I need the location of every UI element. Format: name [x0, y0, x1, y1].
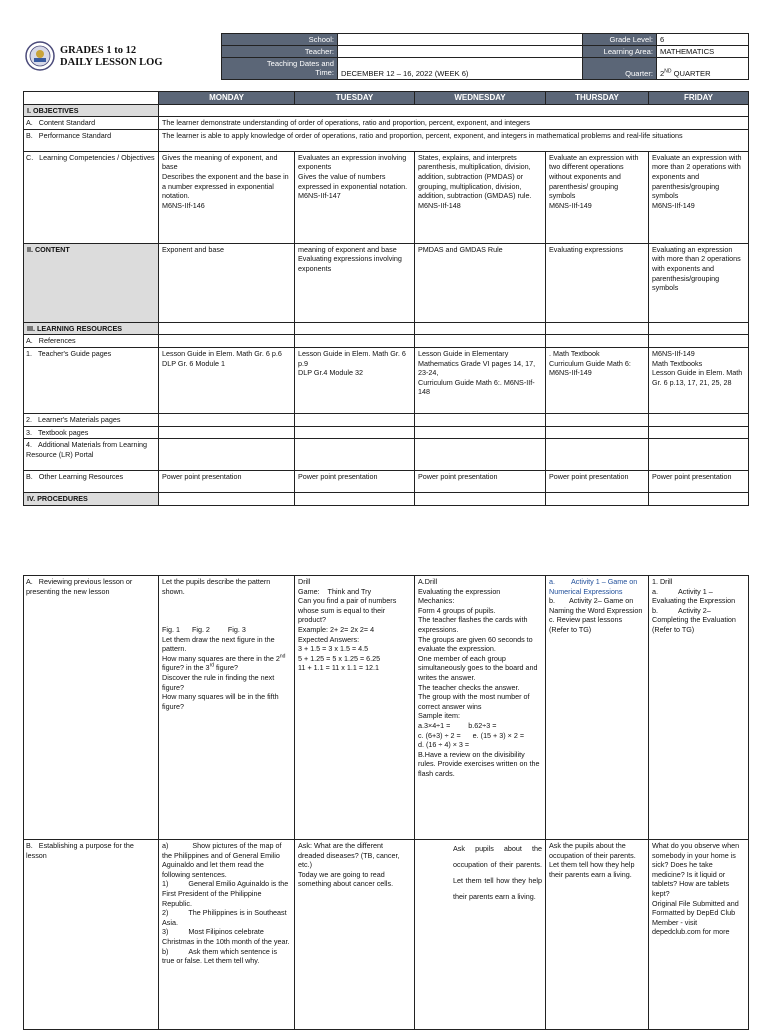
teachers-guide-label: 1. Teacher's Guide pages	[24, 347, 159, 413]
purpose-wednesday: Ask pupils about the occupation of their parents. Let them tell how they help their parents earn a living.	[415, 840, 546, 1030]
other-resources-label: B. Other Learning Resources	[24, 471, 159, 493]
review-monday: Let the pupils describe the pattern shown. Fig. 1 Fig. 2 Fig. 3 Let them draw the next figure in the pattern. How many squares are there in the 2nd figure? in the 3rd figure? Discover the rule in finding the next figure? How many squares will be in the fifth figure?	[159, 576, 295, 840]
day-header-monday: MONDAY	[159, 92, 295, 105]
review-friday: 1. Drill a. Activity 1 – Evaluating the Expression b. Activity 2– Completing the Evaluation (Refer to TG)	[649, 576, 749, 840]
learning-area-label: Learning Area:	[583, 46, 657, 58]
grade-level-label: Grade Level:	[583, 34, 657, 46]
lesson-log-table-2	[23, 575, 749, 1030]
day-header-thursday: THURSDAY	[546, 92, 649, 105]
other-wednesday: Power point presentation	[415, 471, 546, 493]
tg-thursday: . Math Textbook Curriculum Guide Math 6: M6NS-IIf-149	[546, 347, 649, 413]
content-wednesday: PMDAS and GMDAS Rule	[415, 243, 546, 322]
competencies-label: C. Learning Competencies / Objectives	[24, 151, 159, 243]
review-thursday: a. Activity 1 – Game on Numerical Expressions b. Activity 2– Game on Naming the Word Expression c. Review past lessons (Refer to TG)	[546, 576, 649, 840]
tg-wednesday: Lesson Guide in Elementary Mathematics Grade VI pages 14, 17, 23-24, Curriculum Guide Math 6:. M6NS-IIf-148	[415, 347, 546, 413]
form-title-line1: GRADES 1 to 12	[60, 45, 137, 56]
performance-standard-text: The learner is able to apply knowledge of order of operations, ratio and proportion, percent, exponent, and integers in mathematical problems and real-life situations	[159, 129, 749, 151]
other-thursday: Power point presentation	[546, 471, 649, 493]
competency-monday: Gives the meaning of exponent, and base Describes the exponent and the base in a number expressed in exponential notation. M6NS-IIf-146	[159, 151, 295, 243]
tg-tuesday: Lesson Guide in Elem. Math Gr. 6 p.9 DLP Gr.4 Module 32	[295, 347, 415, 413]
competency-friday: Evaluate an expression with more than 2 operations with exponents and parenthesis/grouping symbols M6NS-IIf-149	[649, 151, 749, 243]
content-standard-text: The learner demonstrate understanding of order of operations, ratio and proportion, percent, exponent, and integers	[159, 117, 749, 130]
competency-tuesday: Evaluates an expression involving exponents Gives the value of numbers expressed in exponential notation. M6NS-IIf-147	[295, 151, 415, 243]
teacher-label: Teacher:	[222, 46, 338, 58]
reviewing-lesson-label: A. Reviewing previous lesson or presenting the new lesson	[24, 576, 159, 840]
quarter-label: Quarter:	[583, 58, 657, 80]
other-tuesday: Power point presentation	[295, 471, 415, 493]
references-label: A. References	[24, 335, 159, 348]
school-label: School:	[222, 34, 338, 46]
textbook-pages-label: 3. Textbook pages	[24, 426, 159, 439]
header-table	[221, 33, 749, 80]
other-friday: Power point presentation	[649, 471, 749, 493]
day-header-friday: FRIDAY	[649, 92, 749, 105]
quarter-value[interactable]: 2ND QUARTER	[657, 58, 749, 80]
purpose-friday: What do you observe when somebody in your home is sick? Does he take medicine? Is it liquid or tablets? How are tablets kept? Original File Submitted and Formatted by DepEd Club Member - visit depedclub.com for more	[649, 840, 749, 1030]
learning-resources-heading: III. LEARNING RESOURCES	[24, 322, 159, 335]
day-header-tuesday: TUESDAY	[295, 92, 415, 105]
day-header-wednesday: WEDNESDAY	[415, 92, 546, 105]
grade-level-value[interactable]: 6	[657, 34, 749, 46]
content-heading: II. CONTENT	[24, 243, 159, 322]
other-monday: Power point presentation	[159, 471, 295, 493]
teaching-dates-label: Teaching Dates and Time:	[222, 58, 338, 80]
additional-materials-label: 4. Additional Materials from Learning Resource (LR) Portal	[24, 439, 159, 471]
establishing-purpose-label: B. Establishing a purpose for the lesson	[24, 840, 159, 1030]
deped-seal	[25, 41, 55, 71]
learning-area-value[interactable]: MATHEMATICS	[657, 46, 749, 58]
form-title-line2: DAILY LESSON LOG	[60, 57, 163, 68]
tg-monday: Lesson Guide in Elem. Math Gr. 6 p.6 DLP Gr. 6 Module 1	[159, 347, 295, 413]
purpose-monday: a) Show pictures of the map of the Philippines and of General Emilio Aguinaldo and let them read the following sentences. 1) General Emilio Aguinaldo is the First President of the Philippine Republic. 2) The Philippines is in Southeast Asia. 3) Most Filipinos celebrate Christmas in the 10th month of the year. b) Ask them which sentence is true or false. Let them tell why.	[159, 840, 295, 1030]
procedures-heading: IV. PROCEDURES	[24, 493, 159, 506]
review-tuesday: Drill Game: Think and Try Can you find a pair of numbers whose sum is equal to their product? Example: 2+ 2= 2x 2= 4 Expected Answers: 3 + 1.5 = 3 x 1.5 = 4.5 5 + 1.25 = 5 x 1.25 = 6.25 11 + 1.1 = 11 x 1.1 = 12.1	[295, 576, 415, 840]
school-value[interactable]	[338, 34, 583, 46]
lesson-log-table-1	[23, 91, 749, 506]
competency-thursday: Evaluate an expression with two different operations without exponents and parenthesis/ grouping symbols M6NS-IIf-149	[546, 151, 649, 243]
content-thursday: Evaluating expressions	[546, 243, 649, 322]
content-monday: Exponent and base	[159, 243, 295, 322]
learners-materials-label: 2. Learner's Materials pages	[24, 413, 159, 426]
content-tuesday: meaning of exponent and base Evaluating expressions involving exponents	[295, 243, 415, 322]
review-wednesday: A.Drill Evaluating the expression Mechanics: Form 4 groups of pupils. The teacher flashes the cards with expressions. The groups are given 60 seconds to evaluate the expression. One member of each group simultaneously goes to the board and writes the answer. The teacher checks the answer. The group with the most number of correct answer wins Sample item: a.3×4÷1 = b.62÷3 = c. (6+3) ÷ 2 = e. (15 + 3) × 2 = d. (16 ÷ 4) × 3 = B.Have a review on the divisibility rules. Provide exercises written on the flash cards.	[415, 576, 546, 840]
tg-friday: M6NS-IIf-149 Math Textbooks Lesson Guide in Elem. Math Gr. 6 p.13, 17, 21, 25, 28	[649, 347, 749, 413]
content-standard-label: A. Content Standard	[24, 117, 159, 130]
teaching-dates-value[interactable]: DECEMBER 12 – 16, 2022 (WEEK 6)	[338, 58, 583, 80]
purpose-tuesday: Ask: What are the different dreaded diseases? (TB, cancer, etc.) Today we are going to read something about cancer cells.	[295, 840, 415, 1030]
objectives-heading: I. OBJECTIVES	[24, 104, 159, 117]
competency-wednesday: States, explains, and interprets parenthesis, multiplication, division, addition, subtraction (PMDAS) or grouping, multiplication, division, addition, subtraction (GMDAS) rule. M6NS-IIf-148	[415, 151, 546, 243]
corner-cell	[24, 92, 159, 105]
performance-standard-label: B. Performance Standard	[24, 129, 159, 151]
content-friday: Evaluating an expression with more than 2 operations with exponents and parenthesis/grouping symbols	[649, 243, 749, 322]
teacher-value[interactable]	[338, 46, 583, 58]
purpose-thursday: Ask the pupils about the occupation of their parents. Let them tell how they help their parents earn a living.	[546, 840, 649, 1030]
